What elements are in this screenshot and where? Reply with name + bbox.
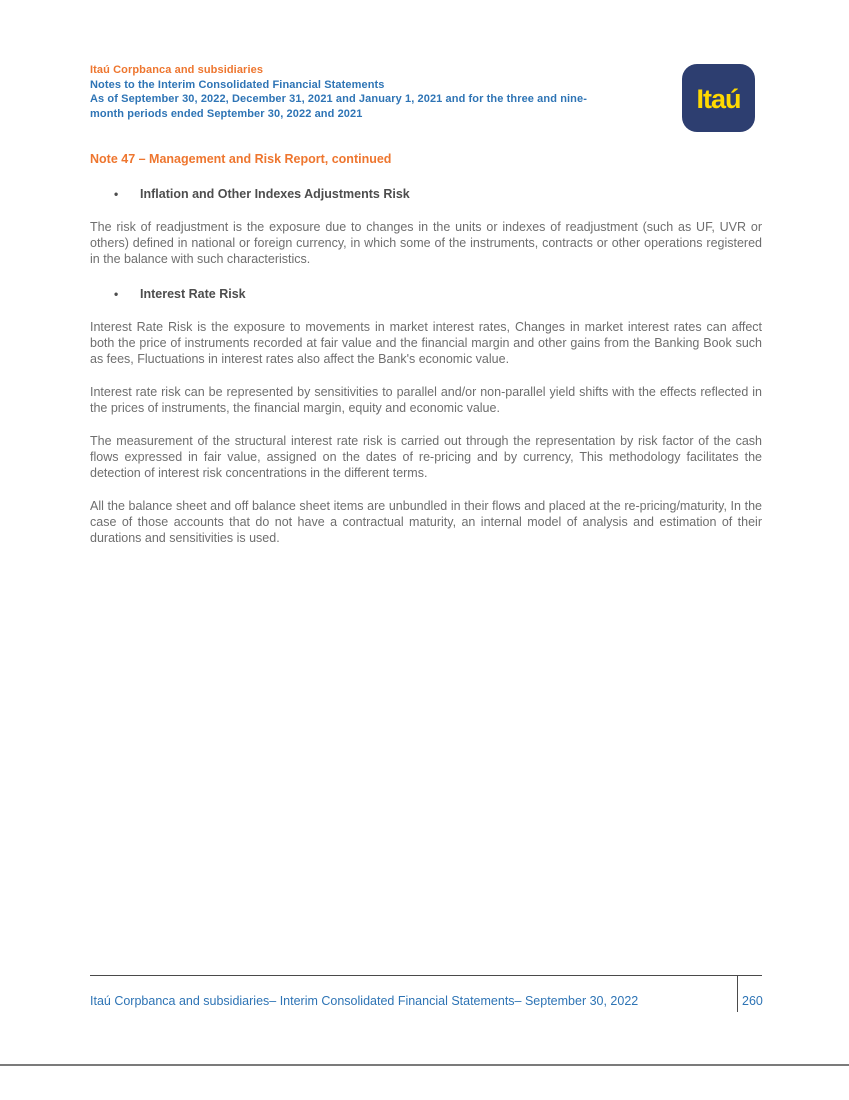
header-company-line: Itaú Corpbanca and subsidiaries (90, 64, 264, 76)
section-heading-label: Inflation and Other Indexes Adjustments Risk (140, 187, 410, 201)
paragraph-sensitivities: Interest rate risk can be represented by sensitivities to parallel and/or non-parallel yield shifts with the effects reflected in the prices of instruments, the financial margin, equity and economic value. (90, 385, 762, 415)
footer-rule (90, 975, 762, 976)
paragraph-measurement: The measurement of the structural interest rate risk is carried out through the representation by risk factor of the cash flows expressed in fair value, assigned on the dates of re-pricing and by currency, This methodology facilitates the detection of interest risk concentrations in the different terms. (90, 434, 762, 480)
paragraph-balance-sheet-items: All the balance sheet and off balance sheet items are unbundled in their flows and placed at the re-pricing/maturity, In the case of those accounts that do not have a contractual maturity, an internal model of analysis and estimation of their durations and sensitivities is used. (90, 499, 762, 545)
note-title: Note 47 – Management and Risk Report, continued (90, 152, 392, 166)
header-period-line: month periods ended September 30, 2022 and 2021 (90, 107, 363, 120)
section-heading-interest-rate-risk (90, 287, 762, 302)
footer-page-number: 260 (742, 994, 763, 1008)
section-heading-label: Interest Rate Risk (140, 287, 246, 301)
itau-logo-text: Itaú (696, 83, 741, 114)
paragraph-readjustment-risk: The risk of readjustment is the exposure due to changes in the units or indexes of readjustment (such as UF, UVR or others) defined in national or foreign currency, in which some of the instruments, contracts or other operations registered in the balance with such characteristics. (90, 220, 762, 266)
paragraph-interest-rate-exposure: Interest Rate Risk is the exposure to movements in market interest rates, Changes in market interest rates can affect both the price of instruments recorded at fair value and the financial margin and other gains from the Banking Book such as fees, Fluctuations in interest rates also affect the Bank's economic value. (90, 320, 762, 366)
header-date-line: As of September 30, 2022, December 31, 2021 and January 1, 2021 and for the three and nine- (90, 93, 587, 105)
itau-logo (682, 64, 755, 132)
footer-page-number-divider (737, 975, 738, 1012)
header-subtitle-line: Notes to the Interim Consolidated Financial Statements (90, 78, 385, 91)
page-header (90, 63, 762, 121)
document-body (90, 63, 762, 546)
footer-text: Itaú Corpbanca and subsidiaries– Interim Consolidated Financial Statements– September 30, 2022 (90, 994, 639, 1008)
bullet-icon: • (114, 187, 119, 201)
section-heading-inflation-risk (90, 187, 762, 202)
bullet-icon: • (114, 287, 119, 301)
page-boundary-divider (0, 1064, 849, 1066)
